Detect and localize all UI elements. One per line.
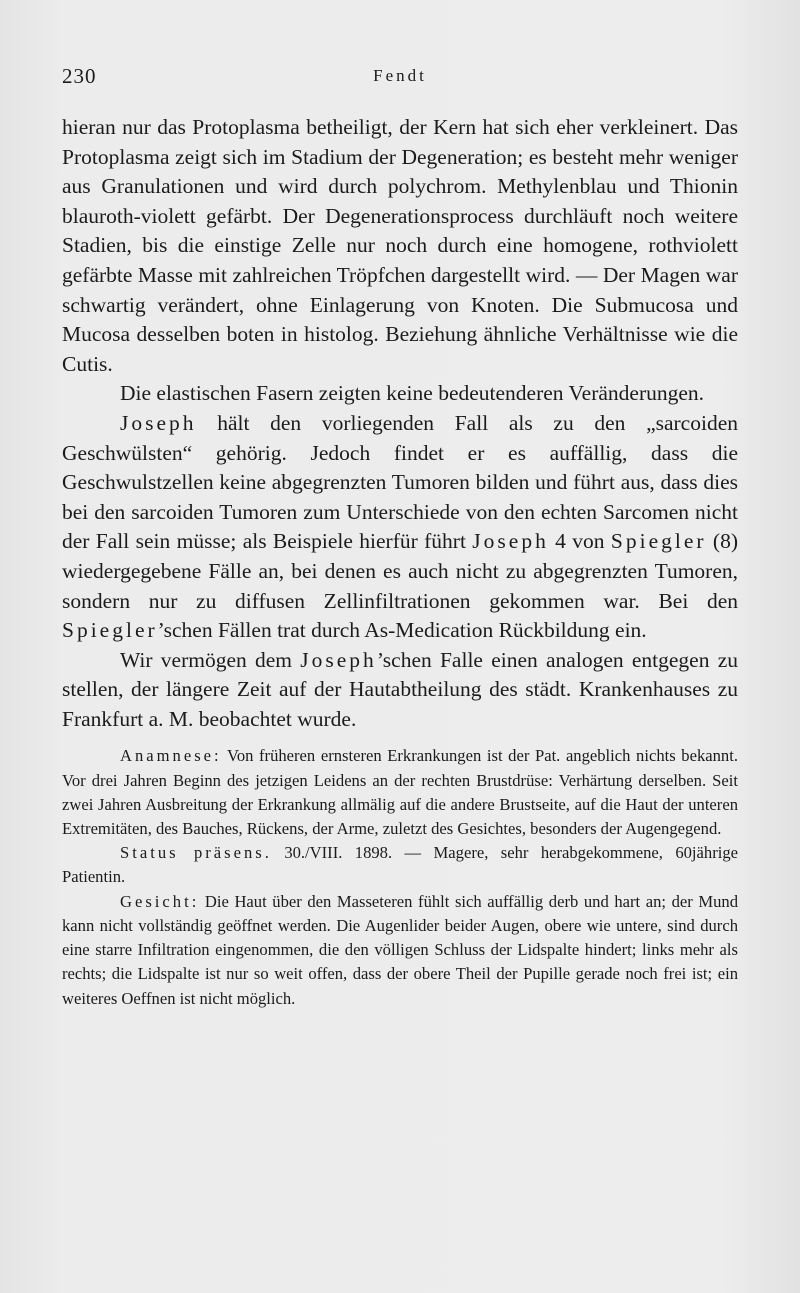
note-text: 30./VIII. 1898. — Magere, sehr herabgekommene, 60jährige Patientin. [62, 843, 738, 887]
running-title: Fendt [373, 66, 427, 85]
page-number: 230 [62, 64, 97, 88]
text-segment: (8) wiedergegebene Fälle an, bei denen es auch nicht zu abgegrenzten Tumoren, sondern nur zu diffusen Zellinfiltrationen gekommen war. Bei den [62, 529, 738, 613]
note-text: Die Haut über den Masseteren fühlt sich auffällig derb und hart an; der Mund kann nicht vollständig geöffnet werden. Die Augenlider beider Augen, obere wie untere, sind durch eine starre Infiltration eingenommen, die den völligen Schluss der Lidspalte hindert; links mehr als rechts; die Lidspalte ist nur so weit offen, dass der obere Theil der Pupille gerade noch frei ist; ein weiteres Oeffnen ist nicht möglich. [62, 891, 738, 1008]
main-text [62, 113, 738, 734]
body-text [62, 113, 738, 1011]
text-segment: ’schen Falle einen analogen entgegen zu stellen, der längere Zeit auf der Hautabtheilung des städt. Krankenhauses zu Frankfurt a. M. beobachtet wurde. [62, 647, 738, 731]
author-name: Spiegler [610, 529, 707, 554]
author-name: Spiegler [62, 618, 158, 643]
text-segment: ’schen Fällen trat durch As-Medication Rückbildung ein. [157, 618, 647, 643]
paragraph-analogous-case [62, 646, 738, 735]
paragraph-degeneration: hieran nur das Protoplasma betheiligt, der Kern hat sich eher verkleinert. Das Protoplasma zeigt sich im Stadium der Degeneration; es besteht mehr weniger aus Granulationen und wird durch polychrom. Methylenblau und Thionin blauroth-violett gefärbt. Der Degenerationsprocess durchläuft noch weitere Stadien, bis die einstige Zelle nur noch durch eine homogene, rothviolett gefärbte Masse mit zahlreichen Tröpfchen dargestellt wird. — Der Magen war schwartig verändert, ohne Einlagerung von Knoten. Die Submucosa und Mucosa desselben boten in histolog. Beziehung ähnliche Verhältnisse wie die Cutis. [62, 115, 738, 376]
page-header [62, 64, 738, 94]
text-segment: 4 von [548, 529, 611, 554]
author-name: Joseph [300, 647, 377, 672]
author-name: Joseph [472, 529, 549, 554]
text-segment: Wir vermögen dem [120, 647, 301, 672]
note-label: Anamnese: [120, 746, 222, 766]
text-segment: hält den vorliegenden Fall als zu den „sarcoiden Geschwülsten“ gehörig. Jedoch findet er es auffällig, dass die Geschwulstzellen keine abgegrenzten Tumoren bilden und führt aus, dass dies bei den sarcoiden Tumoren zum Unterschiede von den echten Sarcomen nicht der Fall sein müsse; als Beispiele hierfür führt [62, 410, 738, 554]
paragraph-elastic-fibers: Die elastischen Fasern zeigten keine bedeutenderen Veränderungen. [120, 381, 705, 406]
note-anamnesis [62, 744, 738, 841]
note-status [62, 841, 738, 889]
note-text: Von früheren ernsteren Erkrankungen ist der Pat. angeblich nichts bekannt. Vor drei Jahren Beginn des jetzigen Leidens an der rechten Brustdrüse: Verhärtung derselben. Seit zwei Jahren Ausbreitung der Erkrankung allmälig auf die andere Brustseite, auf die Haut der unteren Extremitäten, des Bauches, Rückens, der Arme, zuletzt des Gesichtes, besonders der Augengegend. [62, 746, 738, 839]
paragraph-joseph [62, 409, 738, 646]
note-label: Gesicht: [120, 891, 200, 911]
author-name: Joseph [120, 410, 197, 435]
note-label: Status präsens. [120, 843, 272, 863]
note-face [62, 890, 738, 1011]
case-notes [62, 744, 738, 1010]
